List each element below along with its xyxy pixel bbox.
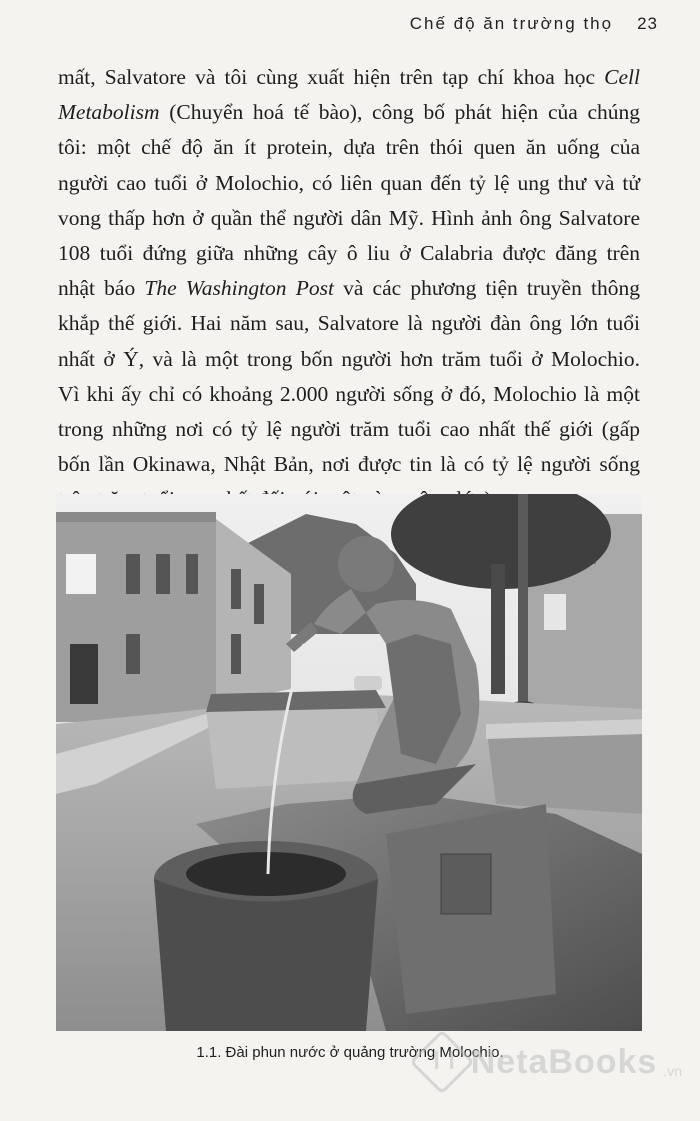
page-number: 23 [637,14,658,33]
text-line [58,95,640,130]
text-segment: trong những nơi có tỷ lệ người trăm tuổi cao nhất thế giới (gấp [58,417,640,442]
text-line [58,271,640,306]
text-segment: vong thấp hơn ở quần thể người dân Mỹ. Hình ảnh ông Salvatore [58,205,640,230]
text-segment: và các phương tiện truyền thông [333,276,640,301]
text-segment: bốn lần Okinawa, Nhật Bản, nơi được tin là có tỷ lệ người sống [58,452,640,477]
text-line [58,412,640,447]
watermark [419,1039,682,1085]
text-line [58,130,640,165]
text-segment: tôi: một chế độ ăn ít protein, dựa trên thói quen ăn uống của [58,135,640,160]
figure-caption: 1.1. Đài phun nước ở quảng trường Molochio. [196,1044,504,1061]
fountain-photo-drawing [56,494,642,1031]
body-paragraph [58,60,640,518]
text-segment: 108 tuổi đứng giữa những cây ô liu ở Calabria được đăng trên [58,241,640,266]
text-line [58,166,640,201]
fountain-photo [56,494,642,1031]
italic-title: The Washington Post [144,276,334,301]
text-segment: Vì khi ấy chỉ có khoảng 2.000 người sống ở đó, Molochio là một [58,381,640,406]
text-segment: nhất ở Ý, và là một trong bốn người hơn trăm tuổi ở Molochio. [58,346,640,371]
text-line [58,342,640,377]
chapter-title: Chế độ ăn trường thọ [409,14,614,33]
italic-title: Cell [604,65,640,89]
text-line [58,60,640,95]
italic-title: Metabolism [58,100,160,125]
netabooks-logo-icon [409,1029,474,1094]
watermark-brand: NetaBooks [470,1042,658,1081]
text-line [58,236,640,271]
running-header [410,14,658,34]
text-line [58,201,640,236]
text-segment: khắp thế giới. Hai năm sau, Salvatore là người đàn ông lớn tuổi [58,311,640,336]
text-segment: nhật báo [58,276,145,301]
watermark-suffix: .vn [663,1063,682,1079]
text-segment: mất, Salvatore và tôi cùng xuất hiện trên tạp chí khoa học [58,65,605,89]
text-line [58,377,640,412]
text-line [58,447,640,482]
text-segment: người cao tuổi ở Molochio, có liên quan đến tỷ lệ ung thư và tử [58,170,640,195]
text-line [58,306,640,341]
text-segment: (Chuyển hoá tế bào), công bố phát hiện của chúng [159,100,640,125]
